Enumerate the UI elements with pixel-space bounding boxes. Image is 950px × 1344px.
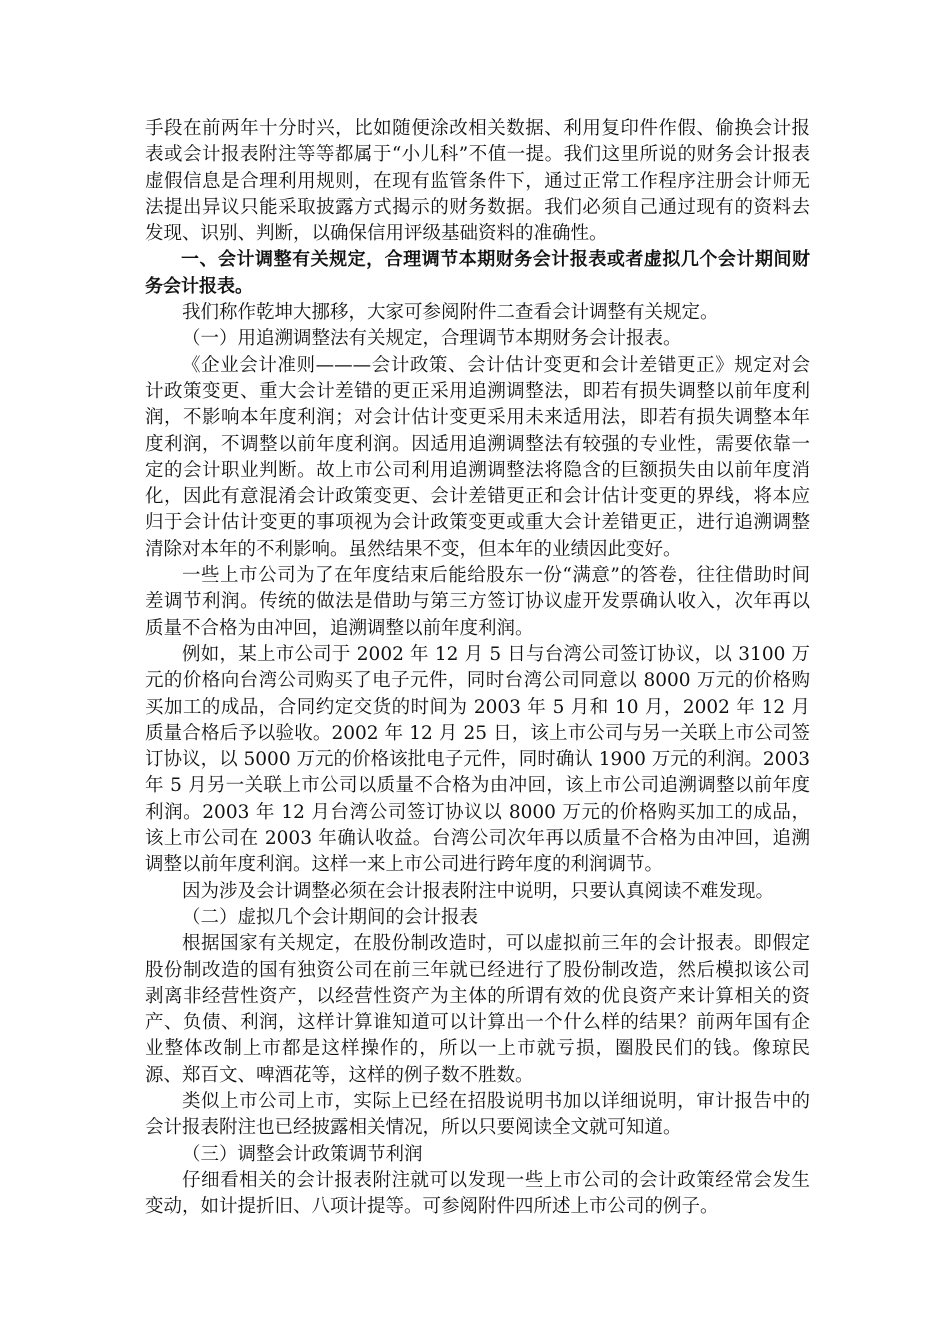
- subheading-2: （二）虚拟几个会计期间的会计报表: [182, 906, 479, 928]
- subheading-3: （三）调整会计政策调节利润: [182, 1143, 423, 1165]
- paragraph-disclosure-note: 因为涉及会计调整必须在会计报表附注中说明，只要认真阅读不难发现。: [182, 880, 775, 902]
- subheading-1: （一）用追溯调整法有关规定，合理调节本期财务会计报表。: [182, 328, 682, 350]
- paragraph-standards: 《企业会计准则———会计政策、会计估计变更和会计差错更正》规定对会计政策变更、重大会计差错的更正采用追溯调整法，即若有损失调整以前年度利润，不影响本年度利润；对会计估计变更采用未来适用法，即若有损失调整本年度利润，不调整以前年度利润。因适用追溯调整法有较强的专业性，需要依靠一定的会计职业判断。故上市公司利用追溯调整法将隐含的巨额损失由以前年度消化，因此有意混淆会计政策变更、会计差错更正和会计估计变更的界线，将本应归于会计估计变更的事项视为会计政策变更或重大会计差错更正，进行追溯调整清除对本年的不利影响。虽然结果不变，但本年的业绩因此变好。: [145, 354, 810, 560]
- paragraph-section-1-intro: 我们称作乾坤大挪移，大家可参阅附件二查看会计调整有关规定。: [182, 302, 719, 324]
- paragraph-virtual-statements: 根据国家有关规定，在股份制改造时，可以虚拟前三年的会计报表。即假定股份制改造的国有独资公司在前三年就已经进行了股份制改造，然后模拟该公司剥离非经营性资产，以经营性资产为主体的所谓有效的优良资产来计算相关的资产、负债、利润，这样计算谁知道可以计算出一个什么样的结果？前两年国有企业整体改制上市都是这样操作的，所以一上市就亏损，圈股民们的钱。像琼民源、郑百文、啤酒花等，这样的例子数不胜数。: [145, 933, 810, 1086]
- paragraph-example: 例如，某上市公司于 2002 年 12 月 5 日与台湾公司签订协议，以 3100 万元的价格向台湾公司购买了电子元件，同时台湾公司同意以 8000 万元的价格购买加工的成品，合同约定交货的时间为 2003 年 5 月和 10 月，2002 年 12 月质量合格后予以验收。2002 年 12 月 25 日，该上市公司与另一关联上市公司签订协议，以 5000 万元的价格该批电子元件，同时确认 1900 万元的利润。2003 年 5 月另一关联上市公司以质量不合格为由冲回，该上市公司追溯调整以前年度利润。2003 年 12 月台湾公司签订协议以 8000 万元的价格购买加工的成品，该上市公司在 2003 年确认收益。台湾公司次年再以质量不合格为由冲回，追溯调整以前年度利润。这样一来上市公司进行跨年度的利润调节。: [145, 643, 810, 876]
- paragraph-intro-continuation: 手段在前两年十分时兴，比如随便涂改相关数据、利用复印件作假、偷换会计报表或会计报表附注等等都属于“小儿科”不值一提。我们这里所说的财务会计报表虚假信息是合理利用规则，在现有监管条件下，通过正常工作程序注册会计师无法提出异议只能采取披露方式揭示的财务数据。我们必须自己通过现有的资料去发现、识别、判断，以确保信用评级基础资料的准确性。: [145, 118, 810, 245]
- document-body: [145, 116, 810, 1220]
- paragraph-policy-changes: 仔细看相关的会计报表附注就可以发现一些上市公司的会计政策经常会发生变动，如计提折旧、八项计提等。可参阅附件四所述上市公司的例子。: [145, 1169, 810, 1218]
- paragraph-prospectus: 类似上市公司上市，实际上已经在招股说明书加以详细说明，审计报告中的会计报表附注也已经披露相关情况，所以只要阅读全文就可知道。: [145, 1090, 810, 1139]
- paragraph-time-difference: 一些上市公司为了在年度结束后能给股东一份“满意”的答卷，往往借助时间差调节利润。传统的做法是借助与第三方签订协议虚开发票确认收入，次年再以质量不合格为由冲回，追溯调整以前年度利润。: [145, 565, 810, 639]
- section-heading-1: 一、会计调整有关规定，合理调节本期财务会计报表或者虚拟几个会计期间财务会计报表。: [145, 249, 810, 297]
